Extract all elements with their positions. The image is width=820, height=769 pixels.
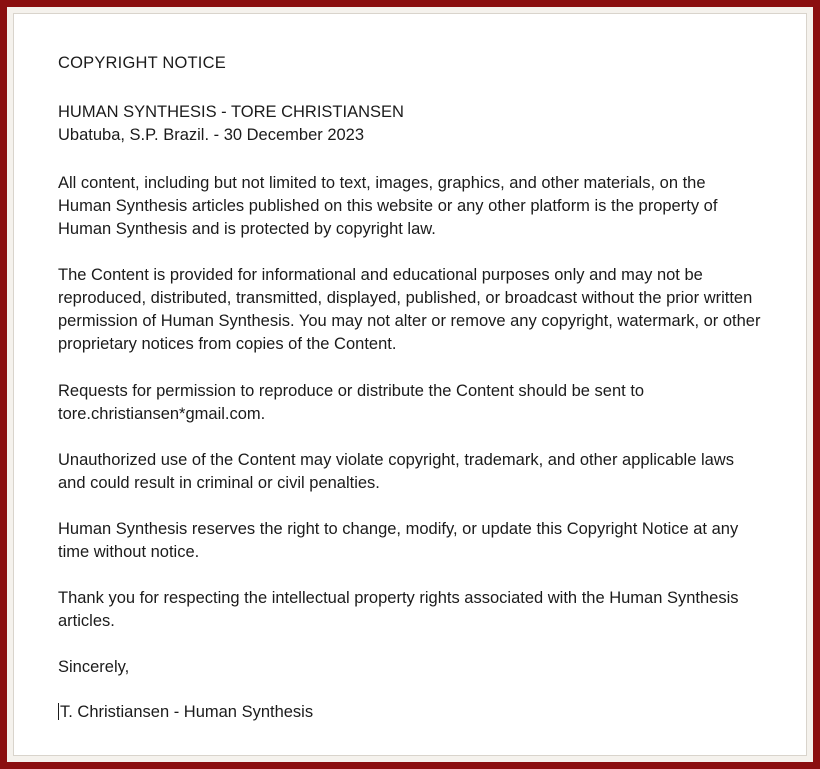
byline-location-date: Ubatuba, S.P. Brazil. - 30 December 2023 — [58, 126, 365, 145]
paragraph-notice-changes: Human Synthesis reserves the right to change, modify, or update this Copyright Notice at any time without notice. — [58, 519, 739, 561]
document-body — [13, 13, 807, 756]
page-title: COPYRIGHT NOTICE — [58, 54, 226, 72]
text-caret — [58, 703, 59, 720]
paragraph-content-ownership: All content, including but not limited to text, images, graphics, and other materials, on the Human Synthesis articles published on this website or any other platform is the property of Human Synthesis and is protected by copyright law. — [58, 173, 718, 239]
byline-author: HUMAN SYNTHESIS - TORE CHRISTIANSEN — [58, 103, 404, 121]
signature-text: T. Christiansen - Human Synthesis — [60, 703, 314, 722]
closing-salutation: Sincerely, — [58, 658, 130, 677]
signature — [58, 701, 762, 724]
paragraph-usage-restrictions: The Content is provided for informational and educational purposes only and may not be reproduced, distributed, transmitted, displayed, published, or broadcast without the prior written permission of Human Synthesis. You may not alter or remove any copyright, watermark, or other proprietary notices from copies of the Content. — [58, 266, 761, 354]
paragraph-thank-you: Thank you for respecting the intellectual property rights associated with the Human Synthesis articles. — [58, 589, 739, 631]
paragraph-permission-requests: Requests for permission to reproduce or distribute the Content should be sent to tore.christiansen*gmail.com. — [58, 381, 645, 423]
paragraph-unauthorized-use: Unauthorized use of the Content may violate copyright, trademark, and other applicable laws and could result in criminal or civil penalties. — [58, 450, 734, 492]
byline — [58, 101, 762, 148]
